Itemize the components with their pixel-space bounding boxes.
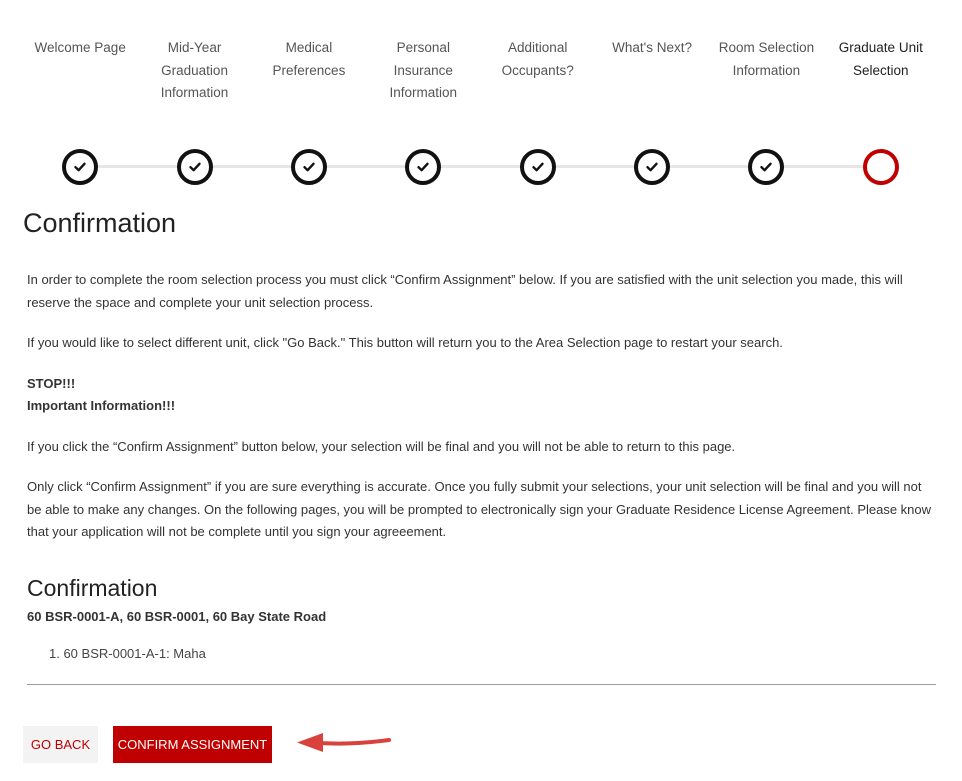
list-item: 1. 60 BSR-0001-A-1: Maha xyxy=(49,646,206,661)
instruction-paragraph: If you would like to select different unit, click "Go Back." This button will return you to the Area Selection page to restart your search. xyxy=(27,335,783,350)
step-indicators xyxy=(23,149,938,185)
step-complete-icon[interactable] xyxy=(291,149,327,185)
confirmation-heading: Confirmation xyxy=(27,575,158,601)
check-icon xyxy=(416,160,430,174)
important-warning: Important Information!!! xyxy=(27,398,176,413)
step-labels xyxy=(23,37,938,105)
check-icon xyxy=(73,160,87,174)
warning-block xyxy=(27,373,937,418)
instructions xyxy=(27,269,937,562)
instruction-paragraph: If you click the “Confirm Assignment” button below, your selection will be final and you will not be able to return to this page. xyxy=(27,438,736,454)
instruction-paragraph: In order to complete the room selection process you must click “Confirm Assignment” below. If you are satisfied with the unit selection you made, this will reserve the space and complete your unit selection process. xyxy=(27,272,903,310)
step-current-indicator xyxy=(863,149,899,185)
step-complete-icon[interactable] xyxy=(177,149,213,185)
step-label-room-selection[interactable]: Room Selection Information xyxy=(718,40,815,78)
confirm-assignment-button[interactable]: CONFIRM ASSIGNMENT xyxy=(113,726,272,763)
step-label-welcome[interactable]: Welcome Page xyxy=(34,40,126,55)
step-complete-icon[interactable] xyxy=(62,149,98,185)
step-label-medical[interactable]: Medical Preferences xyxy=(272,40,346,78)
check-icon xyxy=(759,160,773,174)
arrow-left-icon xyxy=(293,728,393,756)
check-icon xyxy=(645,160,659,174)
check-icon xyxy=(188,160,202,174)
step-complete-icon[interactable] xyxy=(520,149,556,185)
step-complete-icon[interactable] xyxy=(748,149,784,185)
step-complete-icon[interactable] xyxy=(405,149,441,185)
step-label-unit-selection: Graduate Unit Selection xyxy=(838,40,923,78)
stop-warning: STOP!!! xyxy=(27,375,76,391)
check-icon xyxy=(531,160,545,174)
progress-stepper xyxy=(23,0,938,200)
go-back-button[interactable]: GO BACK xyxy=(23,726,98,763)
step-label-occupants[interactable]: Additional Occupants? xyxy=(501,40,574,78)
divider xyxy=(27,684,936,685)
step-label-insurance[interactable]: Personal Insurance Information xyxy=(389,40,458,100)
instruction-paragraph: Only click “Confirm Assignment” if you are sure everything is accurate. Once you fully submit your selections, your unit selection will be final and you will not be able to make any changes. On the following pages, you will be prompted to electronically sign your Graduate Residence License Agreement. Please know that your application will not be complete until you sign your agreeement. xyxy=(27,479,932,539)
step-label-whats-next[interactable]: What's Next? xyxy=(612,40,692,55)
step-complete-icon[interactable] xyxy=(634,149,670,185)
step-label-mid-year[interactable]: Mid-Year Graduation Information xyxy=(160,40,229,100)
check-icon xyxy=(302,160,316,174)
selected-unit: 60 BSR-0001-A, 60 BSR-0001, 60 Bay State Road xyxy=(27,609,327,624)
occupant-list xyxy=(49,646,206,661)
page-title: Confirmation xyxy=(23,208,177,238)
